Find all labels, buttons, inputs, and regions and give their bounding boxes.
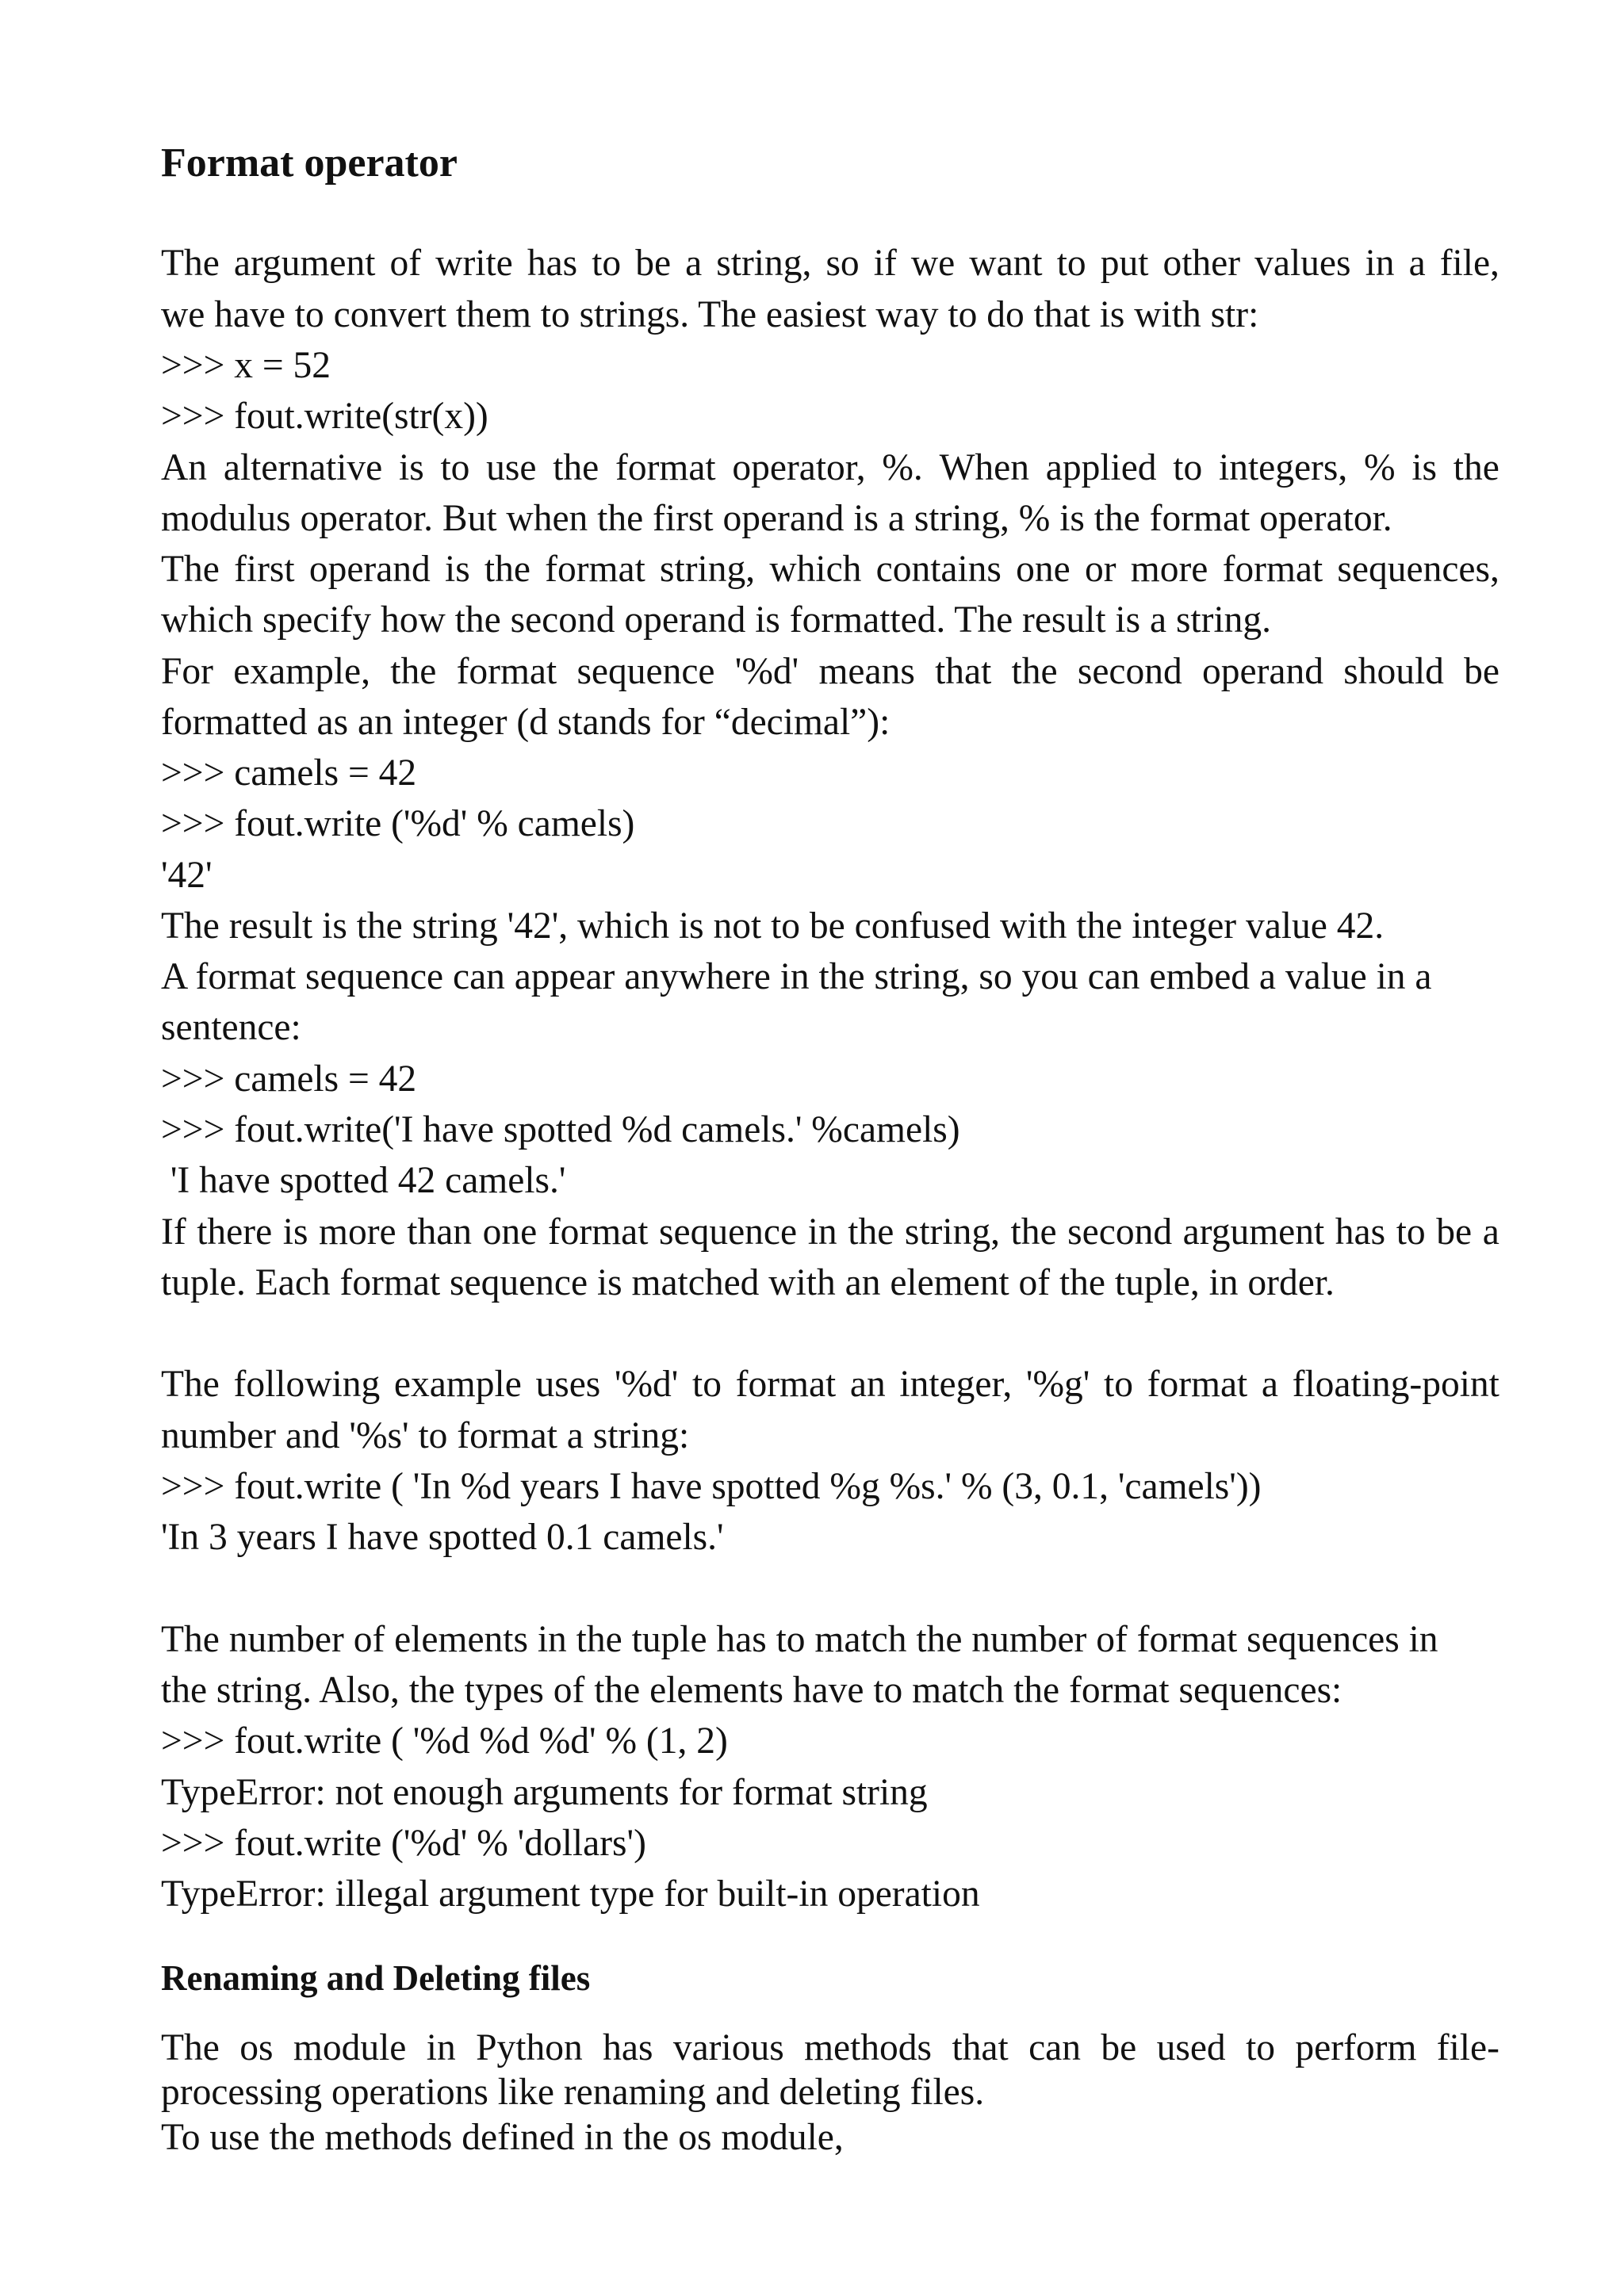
word: a	[1482, 1211, 1500, 1253]
word: to	[692, 1364, 722, 1405]
word: integers,	[1219, 447, 1348, 488]
word: string,	[660, 549, 756, 590]
word: to	[1246, 2027, 1276, 2068]
word: module	[293, 2027, 407, 2068]
word: in	[1365, 243, 1395, 284]
word: string,	[716, 243, 812, 284]
word: %.	[882, 447, 923, 488]
word: example,	[233, 651, 371, 692]
word: format	[545, 549, 645, 590]
code-line: >>> fout.write ( '%d %d %d' % (1, 2)	[161, 1720, 728, 1762]
word: When	[939, 447, 1029, 488]
word: be	[1101, 2027, 1137, 2068]
word: an	[849, 1364, 886, 1405]
word: which	[769, 549, 862, 590]
word: For	[161, 651, 213, 692]
word: format	[547, 1211, 649, 1253]
word: has	[1335, 1211, 1386, 1253]
word: second	[1067, 1211, 1173, 1253]
word: be	[1436, 1211, 1473, 1253]
word: string,	[904, 1211, 1000, 1253]
word: to	[440, 447, 470, 488]
word: in	[807, 1211, 837, 1253]
code-line: 'In 3 years I have spotted 0.1 camels.'	[161, 1517, 724, 1558]
word: has	[603, 2027, 653, 2068]
text-line	[161, 2024, 1500, 2072]
text-line: we have to convert them to strings. The easiest way to do that is with str:	[161, 294, 1259, 335]
word: perform	[1295, 2027, 1417, 2068]
word: applied	[1045, 447, 1157, 488]
word: to	[1396, 1211, 1426, 1253]
word: a	[1261, 1364, 1278, 1405]
word: other	[1162, 243, 1241, 284]
text-line: which specify how the second operand is formatted. The result is a string.	[161, 599, 1272, 641]
word: '%d'	[734, 651, 799, 692]
word: operator,	[732, 447, 866, 488]
text-line: modulus operator. But when the first operand is a string, % is the format operator.	[161, 498, 1392, 539]
text-line: formatted as an integer (d stands for “decimal”):	[161, 702, 891, 743]
word: floating-point	[1292, 1364, 1500, 1405]
word: the	[1010, 1211, 1057, 1253]
word: more	[319, 1211, 396, 1253]
word: argument	[1182, 1211, 1325, 1253]
text-line: A format sequence can appear anywhere in the string, so you can embed a value in a	[161, 956, 1432, 997]
word: to	[1056, 243, 1086, 284]
word: uses	[535, 1364, 601, 1405]
word: one	[482, 1211, 538, 1253]
word: be	[1464, 651, 1500, 692]
word: sequences,	[1337, 549, 1500, 590]
word: the	[390, 651, 437, 692]
word: is	[399, 447, 424, 488]
text-line: To use the methods defined in the os module,	[161, 2117, 844, 2158]
word: If	[161, 1211, 186, 1253]
word: '%d'	[614, 1364, 679, 1405]
word: write	[435, 243, 513, 284]
word: use	[486, 447, 537, 488]
word: An	[161, 447, 208, 488]
word: sequence	[659, 1211, 798, 1253]
word: second	[1077, 651, 1182, 692]
word: can	[1028, 2027, 1081, 2068]
word: operand	[1201, 651, 1323, 692]
code-line: >>> camels = 42	[161, 752, 417, 794]
word: the	[1011, 651, 1058, 692]
word: than	[407, 1211, 473, 1253]
word: operand	[308, 549, 431, 590]
word: the	[484, 549, 530, 590]
word: %	[1364, 447, 1396, 488]
text-line: sentence:	[161, 1007, 301, 1048]
word: example	[393, 1364, 522, 1405]
word: methods	[804, 2027, 933, 2068]
word: integer,	[899, 1364, 1013, 1405]
word: be	[635, 243, 672, 284]
word: is	[1411, 447, 1438, 488]
text-line: the string. Also, the types of the elements have to match the format sequences:	[161, 1670, 1342, 1711]
word: used	[1156, 2027, 1226, 2068]
word: the	[553, 447, 599, 488]
word: following	[233, 1364, 381, 1405]
word: or	[1084, 549, 1116, 590]
code-line: >>> camels = 42	[161, 1058, 417, 1100]
word: file,	[1439, 243, 1500, 284]
word: if	[873, 243, 897, 284]
text-line: The number of elements in the tuple has to match the number of format sequences in	[161, 1619, 1438, 1660]
word: a	[685, 243, 703, 284]
word: that	[952, 2027, 1009, 2068]
word: contains	[875, 549, 1002, 590]
word: is	[282, 1211, 308, 1253]
word: means	[818, 651, 915, 692]
word: first	[234, 549, 295, 590]
word: format	[615, 447, 716, 488]
text-line: number and '%s' to format a string:	[161, 1415, 690, 1456]
word: the	[848, 1211, 894, 1253]
text-line	[161, 1208, 1500, 1256]
code-line: >>> fout.write ('%d' % camels)	[161, 803, 635, 844]
word: to	[1104, 1364, 1133, 1405]
text-line	[161, 648, 1500, 695]
word: format	[1222, 549, 1323, 590]
code-line: TypeError: not enough arguments for format string	[161, 1772, 928, 1813]
text-line: The result is the string '42', which is not to be confused with the integer value 42.	[161, 905, 1385, 947]
word: The	[161, 2027, 220, 2068]
text-line	[161, 545, 1500, 593]
code-line: >>> fout.write('I have spotted %d camels.' %camels)	[161, 1109, 960, 1150]
word: argument	[233, 243, 376, 284]
word: The	[161, 549, 220, 590]
word: various	[672, 2027, 784, 2068]
code-line: 'I have spotted 42 camels.'	[161, 1160, 566, 1201]
code-line: TypeError: illegal argument type for built-in operation	[161, 1873, 980, 1915]
text-line: tuple. Each format sequence is matched with an element of the tuple, in order.	[161, 1262, 1335, 1303]
word: values	[1254, 243, 1351, 284]
word: The	[161, 243, 220, 284]
word: want	[969, 243, 1043, 284]
text-line	[161, 444, 1500, 492]
word: format	[735, 1364, 837, 1405]
text-line	[161, 239, 1500, 287]
code-line: >>> fout.write ('%d' % 'dollars')	[161, 1823, 646, 1864]
word: one	[1016, 549, 1071, 590]
word: a	[1408, 243, 1426, 284]
text-line	[161, 1360, 1500, 1408]
word: to	[592, 243, 622, 284]
section-heading: Renaming and Deleting files	[161, 1958, 591, 1998]
word: os	[239, 2027, 274, 2068]
word: file-	[1436, 2027, 1500, 2068]
word: The	[161, 1364, 220, 1405]
word: format	[456, 651, 557, 692]
word: there	[197, 1211, 273, 1253]
word: '%g'	[1025, 1364, 1090, 1405]
word: more	[1130, 549, 1208, 590]
word: is	[445, 549, 470, 590]
word: has	[527, 243, 578, 284]
word: sequence	[576, 651, 715, 692]
code-line: >>> x = 52	[161, 345, 331, 386]
word: should	[1343, 651, 1444, 692]
page-title: Format operator	[161, 140, 458, 186]
word: the	[1453, 447, 1500, 488]
word: alternative	[223, 447, 383, 488]
word: in	[426, 2027, 456, 2068]
word: of	[389, 243, 422, 284]
code-line: >>> fout.write(str(x))	[161, 396, 488, 437]
text-line: processing operations like renaming and deleting files.	[161, 2072, 985, 2113]
code-line: >>> fout.write ( 'In %d years I have spotted %g %s.' % (3, 0.1, 'camels'))	[161, 1466, 1262, 1507]
word: to	[1173, 447, 1203, 488]
word: we	[910, 243, 956, 284]
word: format	[1147, 1364, 1248, 1405]
word: put	[1100, 243, 1149, 284]
word: Python	[476, 2027, 583, 2068]
word: that	[935, 651, 992, 692]
code-line: '42'	[161, 855, 213, 896]
word: so	[825, 243, 860, 284]
